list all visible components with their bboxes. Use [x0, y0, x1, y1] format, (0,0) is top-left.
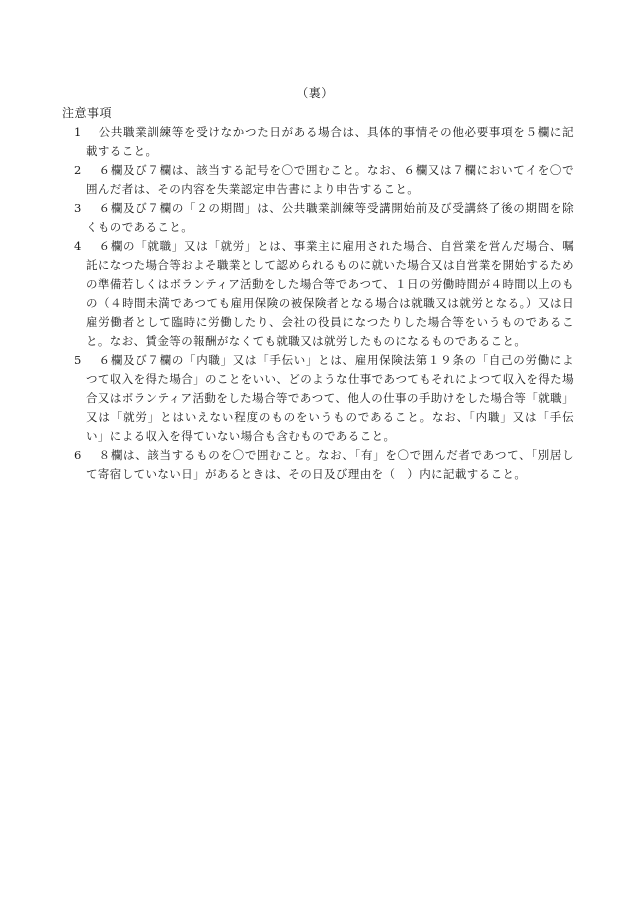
note-text: ６欄及び７欄の「２の期間」は、公共職業訓練等受講開始前及び受講終了後の期間を除くものであること。 — [86, 201, 574, 234]
note-number: 6 — [74, 448, 82, 462]
note-item-4 — [62, 237, 574, 351]
note-item-1 — [62, 123, 574, 161]
note-text: ６欄の「就職」又は「就労」とは、事業主に雇用された場合、自営業を営んだ場合、嘱託になつた場合等およそ職業として認められるものに就いた場合又は自営業を開始するための準備若しくはボランティア活動をした場合等であつて、１日の労働時間が４時間以上のもの（４時間未満であつても雇用保険の被保険者となる場合は就職又は就労となる。）又は日雇労働者として臨時に労働したり、会社の役員になつたりした場合等をいうものであること。なお、賃金等の報酬がなくても就職又は就労したものになるものであること。 — [86, 239, 574, 348]
note-item-6 — [62, 446, 574, 484]
note-number: 1 — [74, 125, 82, 139]
note-text: ６欄及び７欄は、該当する記号を〇で囲むこと。なお、６欄又は７欄においてイを〇で囲んだ者は、その内容を失業認定申告書により申告すること。 — [86, 163, 574, 196]
note-text: 公共職業訓練等を受けなかつた日がある場合は、具体的事情その他必要事項を５欄に記載すること。 — [86, 125, 574, 158]
page-side-heading: （裏） — [296, 86, 334, 100]
note-text: ６欄及び７欄の「内職」又は「手伝い」とは、雇用保険法第１９条の「自己の労働によつて収入を得た場合」のことをいい、どのような仕事であつてもそれによつて収入を得た場合又はボランティア活動をした場合等であつて、他人の仕事の手助けをした場合等「就職」又は「就労」とはいえない程度のものをいうものであること。なお、「内職」又は「手伝い」による収入を得ていない場合も含むものであること。 — [86, 353, 574, 443]
note-item-3 — [62, 199, 574, 237]
notes-list — [62, 123, 574, 484]
note-item-2 — [62, 161, 574, 199]
note-number: 3 — [74, 201, 82, 215]
note-number: 5 — [74, 353, 82, 367]
notes-section-title: 注意事項 — [62, 106, 113, 120]
note-number: 2 — [74, 163, 82, 177]
note-text: ８欄は、該当するものを〇で囲むこと。なお、「有」を〇で囲んだ者であつて、「別居して寄宿していない日」があるときは、その日及び理由を（ ）内に記載すること。 — [86, 448, 574, 481]
note-number: 4 — [74, 239, 82, 253]
note-item-5 — [62, 351, 574, 446]
